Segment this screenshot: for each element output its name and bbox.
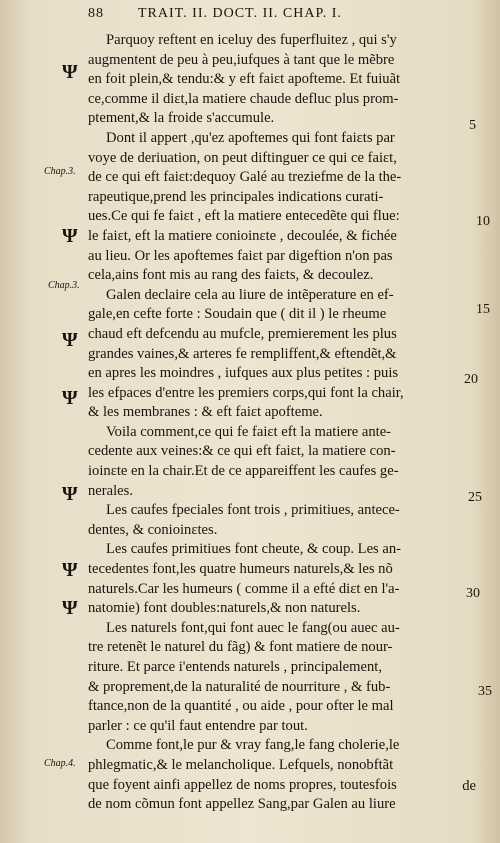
text-line: ues.Ce qui fe faiɛt , eft la matiere entecedẽte qui flue: [88, 208, 400, 225]
pilcrow-icon: Ψ [62, 597, 78, 619]
text-line: que foyent ainfi appellez de noms propres, toutesfois [88, 776, 397, 793]
pilcrow-icon: Ψ [62, 329, 78, 351]
page-number: 88 [88, 6, 104, 21]
text-line: grandes vaines,& arteres fe rempliffent,& eftendẽt,& [88, 345, 397, 362]
margin-note-chap3: Chap.3. [44, 166, 76, 177]
text-line: ptement,& la froide s'accumule. [88, 110, 275, 127]
text-line: & proprement,de la naturalité de nourriture , & fub- [88, 678, 391, 695]
line-number: 25 [468, 490, 482, 505]
text-line: Voila comment,ce qui fe faiɛt eft la matiere ante- [106, 423, 392, 440]
text-line: natomie) font doubles:naturels,& non naturels. [88, 600, 361, 617]
text-line: Galen declaire cela au liure de intẽperature en ef- [106, 286, 394, 303]
text-line: phlegmatic,& le melancholique. Lefquels, nonobftãt [88, 756, 394, 773]
margin-note-chap3-second: Chap.3. [48, 280, 80, 291]
line-number: 5 [469, 118, 476, 133]
line-number: 15 [476, 302, 490, 317]
text-line: & les membranes : & eft faiɛt apofteme. [88, 404, 323, 421]
text-line: ce,comme il diɛt,la matiere chaude defluc plus prom- [88, 90, 399, 107]
pilcrow-icon: Ψ [62, 61, 78, 83]
pilcrow-icon: Ψ [62, 225, 78, 247]
page-header [88, 6, 468, 30]
text-line: augmentent de peu à peu,iufques à tant que le mẽbre [88, 51, 395, 68]
text-line: chaud eft defcendu au mufcle, premierement les plus [88, 325, 397, 342]
text-line: de ce qui eft faiɛt:dequoy Galé au treziefme de la the- [88, 169, 402, 186]
text-line: ioinɛte en la chair.Et de ce appareiffent les caufes ge- [88, 463, 399, 480]
text-line: gale,en cefte forte : Soudain que ( dit il ) le rheume [88, 306, 387, 323]
text-line: Les naturels font,qui font auec le fang(ou auec au- [106, 619, 400, 636]
margin-note-chap4: Chap.4. [44, 758, 76, 769]
text-line: de nom cõmun font appellez Sang,par Galen au liure [88, 796, 396, 813]
text-line: dentes, & conioinɛtes. [88, 521, 218, 538]
text-line: le faiɛt, eft la matiere conioinɛte , decoulée, & fichée [88, 227, 397, 244]
catchword: de [462, 778, 476, 794]
text-line: ftance,non de la quantité , ou aide , pour ofter le mal [88, 698, 394, 715]
text-line: en apres les moindres , iufques aux plus petites : puis [88, 365, 399, 382]
line-number: 10 [476, 214, 490, 229]
text-line: naturels.Car les humeurs ( comme il a efté diɛt en l'a- [88, 580, 400, 597]
text-line: les efpaces d'entre les premiers corps,qui font la chair, [88, 384, 404, 401]
text-line: Comme font,le pur & vray fang,le fang cholerie,le [106, 737, 400, 754]
pilcrow-icon: Ψ [62, 559, 78, 581]
text-line: au lieu. Or les apoftemes faiɛt par digeftion n'on pas [88, 247, 393, 264]
pilcrow-icon: Ψ [62, 387, 78, 409]
text-line: nerales. [88, 482, 133, 499]
text-line: voye de deriuation, on peut diftinguer ce qui ce faiɛt, [88, 149, 397, 166]
pilcrow-icon: Ψ [62, 483, 78, 505]
text-line: cela,ains font mis au rang des faiɛts, & decoulez. [88, 267, 374, 284]
text-line: tecedentes font,les quatre humeurs naturels,& les nõ [88, 561, 393, 578]
text-line: Les caufes fpeciales font trois , primitiues, antece- [106, 502, 400, 519]
text-line: tre retenẽt le naturel du fãg) & font matiere de nour- [88, 639, 393, 656]
text-line: Dont il appert ,qu'ez apoftemes qui font faiɛts par [106, 129, 395, 146]
body-text [88, 31, 472, 815]
running-head: TRAIT. II. DOCT. II. CHAP. I. [138, 6, 342, 21]
line-number: 35 [478, 684, 492, 699]
text-line: cedente aux veines:& ce qui eft faiɛt, la matiere con- [88, 443, 396, 460]
text-line: parler : ce qu'il faut entendre par tout. [88, 717, 308, 734]
text-line: Les caufes primitiues font cheute, & coup. Les an- [106, 541, 402, 558]
text-line: en foit plein,& tendu:& y eft faiɛt apofteme. Et fuiuãt [88, 71, 401, 88]
line-number: 30 [466, 586, 480, 601]
line-number: 20 [464, 372, 478, 387]
text-line: Parquoy reftent en iceluy des fuperfluitez , qui s'y [106, 32, 397, 48]
text-line: riture. Et parce i'entends naturels , principalement, [88, 659, 382, 675]
text-line: rapeutique,prend les principales indications curati- [88, 188, 384, 205]
